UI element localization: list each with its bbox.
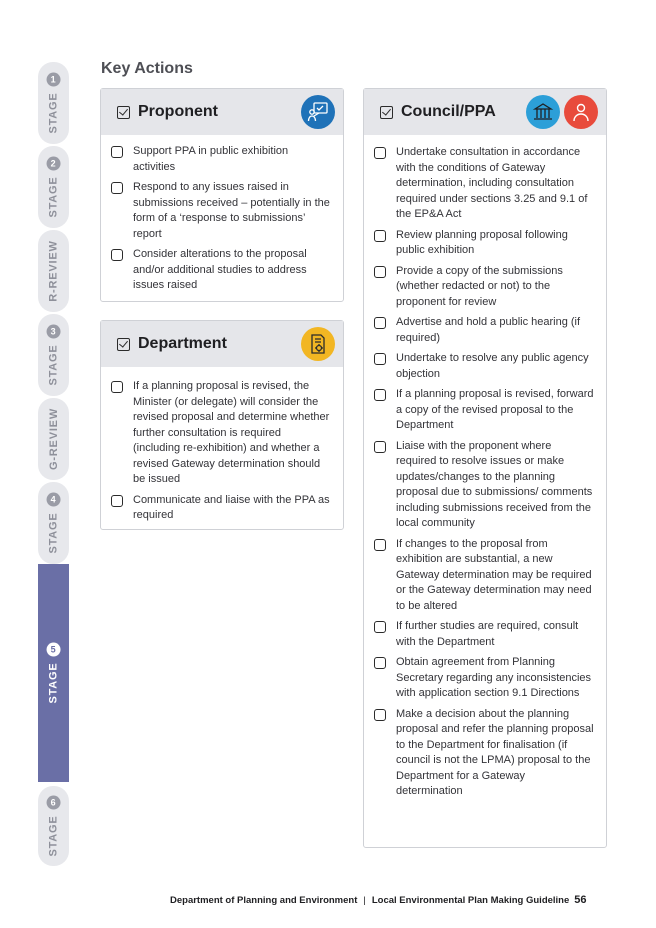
- council-action-item[interactable]: [374, 228, 594, 259]
- checkbox[interactable]: [111, 182, 123, 194]
- tab-label: STAGE: [47, 176, 60, 218]
- tab-label: STAGE: [47, 92, 60, 134]
- proponent-action-item[interactable]: [111, 247, 331, 294]
- checkbox-checked-icon: [380, 106, 393, 119]
- tab-label: STAGE: [47, 512, 60, 554]
- tab-label: STAGE: [47, 815, 60, 857]
- tab-label: R-REVIEW: [47, 240, 60, 302]
- department-panel: [100, 320, 344, 530]
- action-text: Respond to any issues raised in submissions received – potentially in the form of a ‘response to submissions’ report: [133, 181, 330, 240]
- sidebar-tab-stage-1[interactable]: [38, 62, 69, 144]
- page-footer: [170, 894, 587, 906]
- action-text: Support PPA in public exhibition activities: [133, 145, 289, 173]
- sidebar-tab-stage-6[interactable]: [38, 786, 69, 866]
- checkbox[interactable]: [374, 441, 386, 453]
- checkbox[interactable]: [111, 381, 123, 393]
- checkbox[interactable]: [111, 249, 123, 261]
- presenter-checklist-icon: [301, 95, 335, 129]
- checkbox[interactable]: [111, 495, 123, 507]
- tab-label: STAGE: [47, 662, 60, 704]
- checkbox[interactable]: [374, 230, 386, 242]
- tab-label: G-REVIEW: [47, 407, 60, 471]
- action-text: Make a decision about the planning proposal and refer the planning proposal to the Department for finalisation (if council is not the LPMA) proposal to the Department for a Gateway determination: [396, 707, 594, 797]
- council-panel: [363, 88, 607, 848]
- council-action-item[interactable]: [374, 145, 594, 223]
- action-text: Liaise with the proponent where required to resolve issues or make updates/changes to the planning proposal due to submissions/ comments including submissions received from the local community: [396, 439, 593, 529]
- tab-number: 4: [47, 492, 61, 506]
- page-number: 56: [574, 894, 587, 906]
- action-text: Advertise and hold a public hearing (if required): [396, 316, 581, 344]
- council-building-icon: [526, 95, 560, 129]
- checkbox[interactable]: [374, 147, 386, 159]
- council-title: Council/PPA: [401, 103, 496, 120]
- council-action-item[interactable]: [374, 619, 594, 650]
- council-action-item[interactable]: [374, 439, 594, 532]
- proponent-panel: [100, 88, 344, 302]
- checkbox[interactable]: [374, 266, 386, 278]
- action-text: Communicate and liaise with the PPA as required: [133, 493, 330, 521]
- sidebar-tab-g-review[interactable]: [38, 398, 69, 480]
- council-action-item[interactable]: [374, 351, 594, 382]
- tab-number: 3: [47, 324, 61, 338]
- footer-org: Department of Planning and Environment: [170, 895, 358, 906]
- action-text: Obtain agreement from Planning Secretary regarding any inconsistencies with application section 9.1 Directions: [396, 656, 592, 699]
- council-action-item[interactable]: [374, 707, 594, 800]
- checkbox[interactable]: [374, 657, 386, 669]
- checkbox[interactable]: [111, 146, 123, 158]
- checkbox[interactable]: [374, 317, 386, 329]
- council-action-item[interactable]: [374, 387, 594, 434]
- action-text: If further studies are required, consult with the Department: [396, 620, 579, 648]
- footer-separator: |: [363, 895, 366, 906]
- action-text: If a planning proposal is revised, forward a copy of the revised proposal to the Department: [396, 388, 594, 431]
- tab-label: STAGE: [47, 344, 60, 386]
- sidebar-tab-stage-5[interactable]: [38, 564, 69, 782]
- action-text: Provide a copy of the submissions (whether redacted or not) to the proponent for review: [396, 264, 563, 308]
- department-action-item[interactable]: [111, 379, 331, 488]
- sidebar-tab-stage-2[interactable]: [38, 146, 69, 228]
- council-action-item[interactable]: [374, 315, 594, 346]
- proponent-header: [101, 89, 343, 135]
- checkbox[interactable]: [374, 353, 386, 365]
- proponent-action-item[interactable]: [111, 144, 331, 175]
- action-text: Review planning proposal following public exhibition: [396, 228, 568, 256]
- tab-number: 6: [47, 795, 61, 809]
- council-action-item[interactable]: [374, 537, 594, 615]
- sidebar-tab-stage-4[interactable]: [38, 482, 69, 564]
- document-gear-icon: [301, 327, 335, 361]
- council-action-item[interactable]: [374, 264, 594, 311]
- footer-doc-title: Local Environmental Plan Making Guideline: [371, 895, 570, 906]
- action-text: Consider alterations to the proposal and/or additional studies to address issues raised: [133, 248, 307, 291]
- tab-number: 1: [47, 72, 61, 86]
- council-header: [364, 89, 606, 135]
- department-action-item[interactable]: [111, 493, 331, 524]
- tab-number: 5: [47, 642, 61, 656]
- person-icon: [564, 95, 598, 129]
- checkbox[interactable]: [374, 621, 386, 633]
- checkbox[interactable]: [374, 709, 386, 721]
- sidebar-tab-r-review[interactable]: [38, 230, 69, 312]
- checkbox-checked-icon: [117, 106, 130, 119]
- checkbox-checked-icon: [117, 338, 130, 351]
- action-text: If a planning proposal is revised, the Minister (or delegate) will consider the revised proposal and determine whether further consultation is required (including re-exhibition) and whether a revised Gateway determination should be issued: [133, 380, 330, 485]
- proponent-action-item[interactable]: [111, 180, 331, 242]
- page-title: Key Actions: [101, 60, 193, 77]
- proponent-title: Proponent: [138, 103, 218, 120]
- department-title: Department: [138, 335, 227, 352]
- action-text: If changes to the proposal from exhibition are substantial, a new Gateway determination may be required or the Gateway determination may need to be altered: [396, 537, 592, 612]
- council-action-item[interactable]: [374, 655, 594, 702]
- checkbox[interactable]: [374, 389, 386, 401]
- checkbox[interactable]: [374, 539, 386, 551]
- action-text: Undertake to resolve any public agency objection: [396, 352, 589, 380]
- department-header: [101, 321, 343, 367]
- action-text: Undertake consultation in accordance with the conditions of Gateway determination, including consultation required under sections 3.25 and 9.1 of the EP&A Act: [396, 146, 588, 220]
- sidebar-tab-stage-3[interactable]: [38, 314, 69, 396]
- tab-number: 2: [47, 156, 61, 170]
